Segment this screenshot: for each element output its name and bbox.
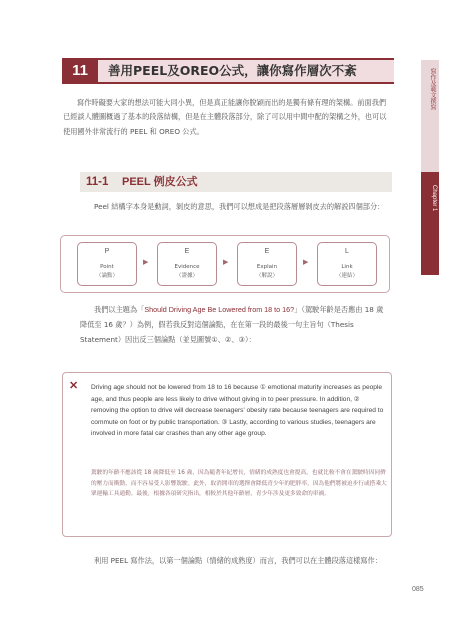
- peel-letter: P: [104, 248, 110, 255]
- section-title: PEEL 例皮公式: [122, 176, 198, 188]
- peel-chinese-label: （連結）: [335, 273, 358, 279]
- peel-box-link: [317, 242, 377, 286]
- peel-chinese-label: （論點）: [95, 273, 118, 279]
- intro-paragraph: 寫作時礙要大家的想法可能大同小異，但是真正能讓你脫穎而出的是獨有條有理的架構。前面我們已經談人體圖概過了基本的段落結構，但是在主體段落部分，除了可以用中間中配的架構之外，也可以使用國外非常流行的 PEEL 和 OREO 公式。: [63, 98, 387, 136]
- peel-letter: E: [184, 248, 190, 255]
- peel-english-label: Evidence: [174, 264, 200, 270]
- side-tab-chapter: Chapter 1: [431, 185, 437, 212]
- peel-chinese-label: （證據）: [175, 273, 198, 279]
- peel-english-label: Link: [341, 264, 353, 270]
- chapter-header: [62, 58, 394, 84]
- peel-english-label: Explain: [256, 264, 278, 270]
- peel-chinese-label: （解說）: [255, 273, 278, 279]
- example-box: [62, 372, 392, 537]
- closing-paragraph: 利用 PEEL 寫作法，以第一個論點（情緒的成熟度）而言，我們可以在主體段落這樣寫作：: [94, 556, 382, 565]
- peel-box-explain: [237, 242, 297, 286]
- arrow-right-icon: ▶: [303, 258, 309, 266]
- arrow-right-icon: ▶: [223, 258, 229, 266]
- arrow-right-icon: ▶: [143, 258, 149, 266]
- example-english-text: Driving age should not be lowered from 18 to 16 because ① emotional maturity increases as people age, and thus people are less likely to drive without giving in to peer pressure. In addition, ② removing the option to drive will decrease teenagers' obesity rate because teenagers are required to commute on foot or by public transportation. ③ Lastly, according to various studies, teenagers are involved in more fatal car crashes than any other age group.: [91, 384, 384, 437]
- section-number: 11-1: [86, 176, 109, 188]
- section-header: [80, 172, 392, 192]
- cross-icon: ✕: [69, 380, 79, 392]
- peel-box-point: [77, 242, 137, 286]
- chapter-title: 善用PEEL及OREO公式，讓你寫作層次不紊: [98, 58, 394, 84]
- example-topic-highlight: Should Driving Age Be Lowered from 18 to 16?: [144, 305, 295, 314]
- peel-diagram: [60, 235, 390, 293]
- example-intro-paragraph: [80, 302, 390, 347]
- page-number: 085: [412, 586, 424, 593]
- example-intro-text: 我們以主題為「: [94, 305, 145, 314]
- example-intro-text-cont: 」（駕駛年齡是否應由 18 歲降低至 16 歲？）為例，假若我反對這個論點，在在第一段的最後一句主旨句（Thesis Statement）因出反三個論點（並見圖號①、②、③）：: [80, 305, 384, 344]
- peel-letter: L: [345, 248, 349, 255]
- section-intro-paragraph: Peel 結構字本身是動詞，剝皮的意思，我們可以想成是把段落層層剝皮去的解説四個部分：: [94, 202, 385, 211]
- chapter-number: 11: [62, 58, 98, 84]
- example-chinese-translation: 駕駛的年齡不應該從 18 歲降低至 16 歲，因為隨著年紀增長，情緒的成熟度也會提高，也就比較不會在駕駛時因同儕的壓力而衝動，而不容易受人影響駕駛。此外，取消開車的選擇會降低青少年的肥胖率，因為他們將被迫步行或搭乘大眾運輸工具通勤。最後，根據各項研究指出，相較於其他年齡層，青少年涉及更多致命的車禍。: [91, 470, 387, 497]
- chapter-side-tab: [421, 60, 439, 275]
- side-tab-label: 寫作及範文撰寫: [429, 68, 436, 110]
- peel-box-evidence: [157, 242, 217, 286]
- peel-letter: E: [264, 248, 270, 255]
- peel-english-label: Point: [100, 264, 114, 270]
